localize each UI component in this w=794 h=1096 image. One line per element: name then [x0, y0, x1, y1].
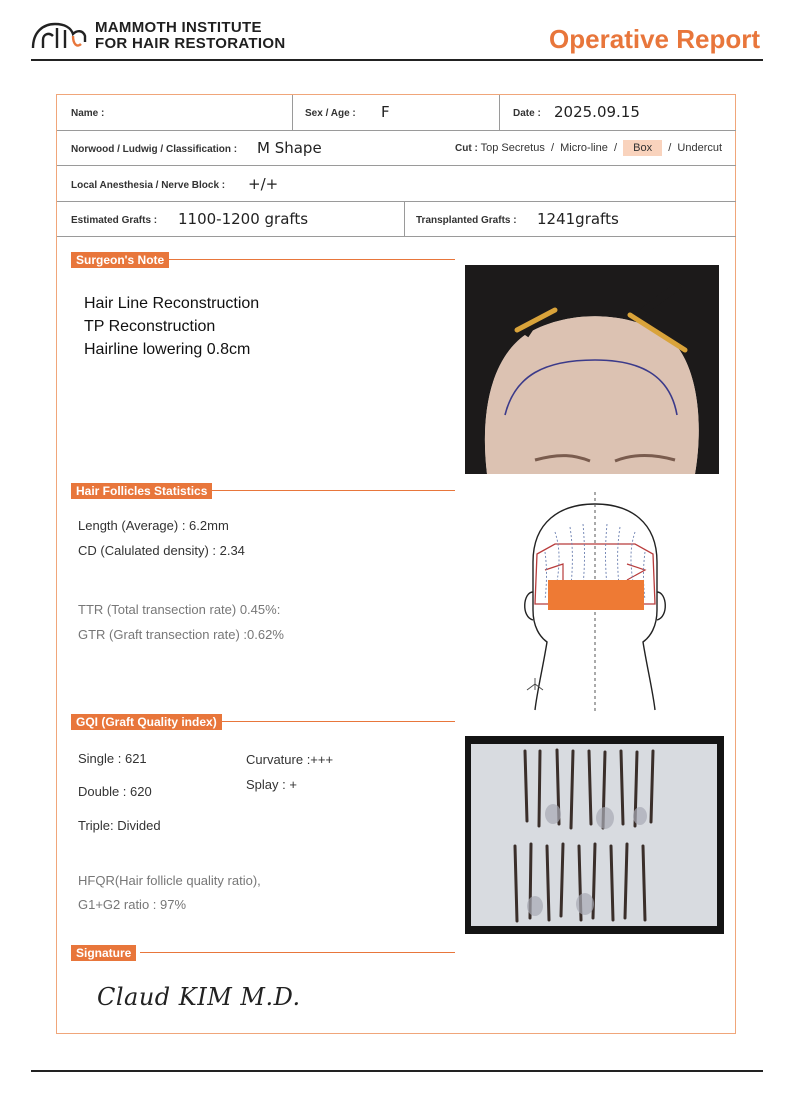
sex-age-value: F [381, 103, 390, 121]
follicle-stats-header: Hair Follicles Statistics [71, 483, 212, 499]
logo-line-1: MAMMOTH INSTITUTE [95, 19, 262, 36]
row-divider [57, 130, 736, 131]
signature-header: Signature [71, 945, 136, 961]
signature-handwriting: Claud KIM M.D. [97, 983, 301, 1011]
logo-text [95, 20, 285, 52]
estimated-grafts-value: 1100-1200 grafts [178, 210, 309, 228]
classification-value: M Shape [257, 139, 322, 157]
date-label: Date : [513, 108, 541, 119]
cut-label: Cut : [455, 143, 478, 154]
forehead-photo-image [465, 265, 719, 474]
gqi-header: GQI (Graft Quality index) [71, 714, 222, 730]
gqi-single: Single : 621 [78, 751, 147, 766]
name-label: Name : [71, 108, 105, 119]
section-line [140, 952, 455, 953]
section-line [168, 259, 455, 260]
surgeons-note-text [84, 292, 259, 361]
gqi-curvature: Curvature :+++ [246, 752, 334, 767]
head-back-diagram-icon [515, 492, 675, 712]
stat-length: Length (Average) : 6.2mm [78, 518, 229, 533]
mammoth-logo-icon [31, 18, 89, 52]
estimated-grafts-label: Estimated Grafts : [71, 215, 158, 226]
cut-options [455, 142, 722, 154]
cut-option-top-secretus: Top Secretus [480, 142, 545, 154]
cut-separator: / [610, 142, 621, 154]
top-divider [31, 59, 763, 61]
sex-age-label: Sex / Age : [305, 108, 356, 119]
row-divider [57, 236, 736, 237]
section-line [210, 490, 455, 491]
cut-separator: / [547, 142, 558, 154]
gqi-ratio: G1+G2 ratio : 97% [78, 897, 187, 912]
transplanted-grafts-label: Transplanted Grafts : [416, 215, 517, 226]
note-line: TP Reconstruction [84, 318, 216, 335]
cut-option-micro-line: Micro-line [560, 142, 608, 154]
surgeons-note-header: Surgeon's Note [71, 252, 169, 268]
logo [31, 18, 89, 52]
stat-cd: CD (Calulated density) : 2.34 [78, 543, 245, 558]
col-divider [499, 95, 500, 130]
stat-ttr: TTR (Total transection rate) 0.45%: [78, 602, 281, 617]
report-title: Operative Report [549, 24, 760, 54]
gqi-hfqr: HFQR(Hair follicle quality ratio), [78, 873, 261, 888]
anesthesia-value: +/+ [248, 175, 279, 193]
anesthesia-label: Local Anesthesia / Nerve Block : [71, 180, 226, 191]
gqi-splay: Splay : + [246, 777, 297, 792]
cut-option-box-selected: Box [623, 140, 662, 156]
gqi-double: Double : 620 [78, 784, 152, 799]
stat-gtr: GTR (Graft transection rate) :0.62% [78, 627, 284, 642]
hairline-photo [465, 265, 719, 474]
classification-label: Norwood / Ludwig / Classification : [71, 144, 238, 155]
graft-microscope-image [465, 736, 724, 934]
date-value: 2025.09.15 [554, 103, 640, 121]
col-divider [404, 201, 405, 236]
donor-area-diagram [515, 492, 675, 712]
row-divider [57, 165, 736, 166]
note-line: Hair Line Reconstruction [84, 295, 260, 312]
transplanted-grafts-value: 1241grafts [537, 210, 619, 228]
col-divider [292, 95, 293, 130]
cut-separator: / [665, 142, 675, 154]
logo-line-2: FOR HAIR RESTORATION [95, 35, 286, 52]
note-line: Hairline lowering 0.8cm [84, 341, 251, 358]
row-divider [57, 201, 736, 202]
gqi-triple: Triple: Divided [78, 818, 161, 833]
cut-option-undercut: Undercut [677, 142, 723, 154]
bottom-divider [31, 1070, 763, 1072]
section-line [221, 721, 455, 722]
graft-photo [465, 736, 724, 934]
